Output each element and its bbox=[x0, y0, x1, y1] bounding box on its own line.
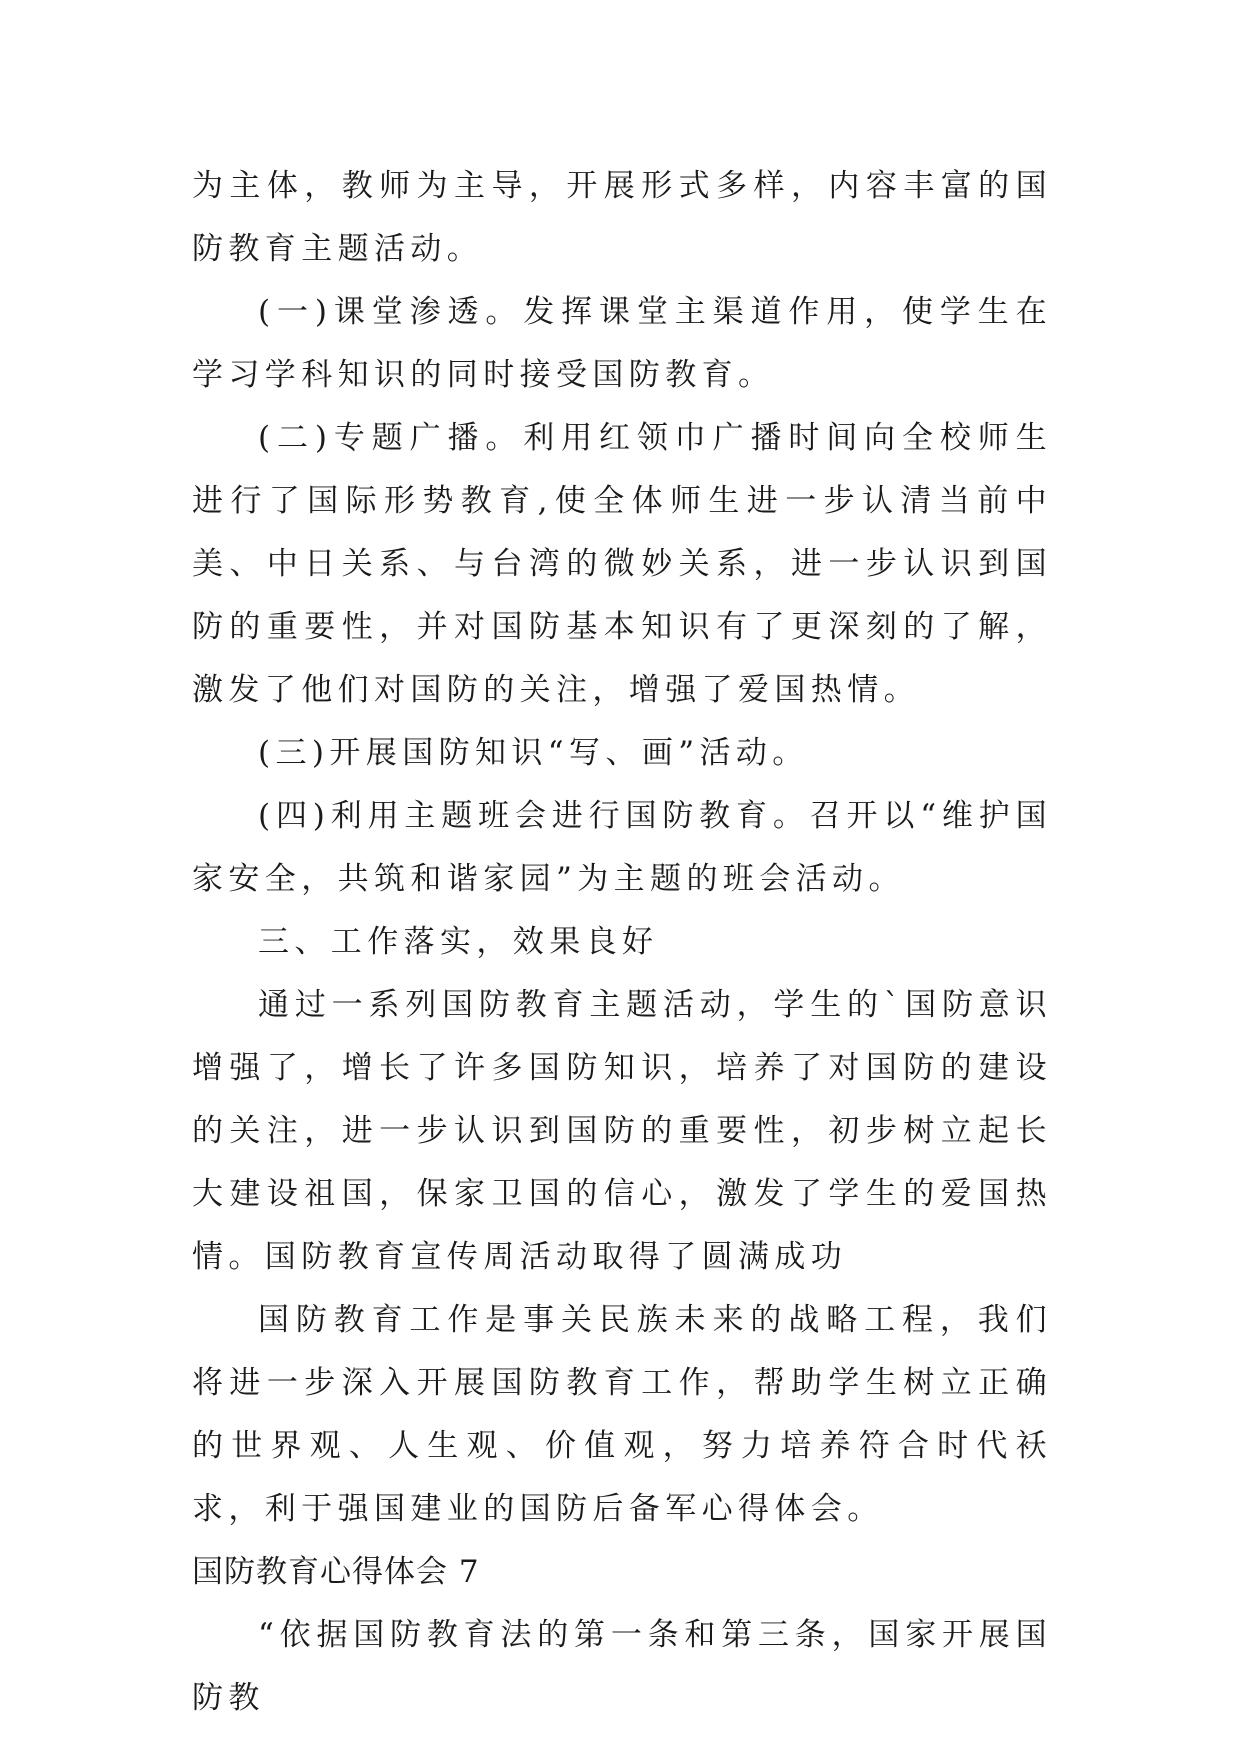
paragraph-classroom: (一)课堂渗透。发挥课堂主渠道作用，使学生在学习学科知识的同时接受国防教育。 bbox=[192, 294, 1052, 393]
paragraph-activities-summary: 通过一系列国防教育主题活动，学生的`国防意识增强了，增长了许多国防知识，培养了对国防的建设的关注，进一步认识到国防的重要性，初步树立起长大建设祖国，保家卫国的信心，激发了学生的爱国热情。国防教育宣传周活动取得了圆满成功 bbox=[192, 987, 1052, 1275]
paragraph-class-meeting: (四)利用主题班会进行国防教育。召开以“维护国家安全，共筑和谐家园”为主题的班会活动。 bbox=[192, 798, 1052, 897]
article-title: 国防教育心得体会 7 bbox=[192, 1554, 480, 1590]
document-page bbox=[192, 155, 1052, 1730]
paragraph-writing-drawing: (三)开展国防知识“写、画”活动。 bbox=[258, 735, 809, 771]
paragraph-law-intro: “依据国防教育法的第一条和第三条，国家开展国防教 bbox=[192, 1617, 1052, 1716]
paragraph-future-work: 国防教育工作是事关民族未来的战略工程，我们将进一步深入开展国防教育工作，帮助学生树立正确的世界观、人生观、价值观，努力培养符合时代袄求，利于强国建业的国防后备军心得体会。 bbox=[192, 1302, 1052, 1527]
paragraph-continuation: 为主体，教师为主导，开展形式多样，内容丰富的国防教育主题活动。 bbox=[192, 168, 1052, 267]
paragraph-broadcast: (二)专题广播。利用红领巾广播时间向全校师生进行了国际形势教育,使全体师生进一步认清当前中美、中日关系、与台湾的微妙关系，进一步认识到国防的重要性，并对国防基本知识有了更深刻的了解，激发了他们对国防的关注，增强了爱国热情。 bbox=[192, 420, 1052, 708]
section-heading-results: 三、工作落实，效果良好 bbox=[258, 924, 659, 960]
